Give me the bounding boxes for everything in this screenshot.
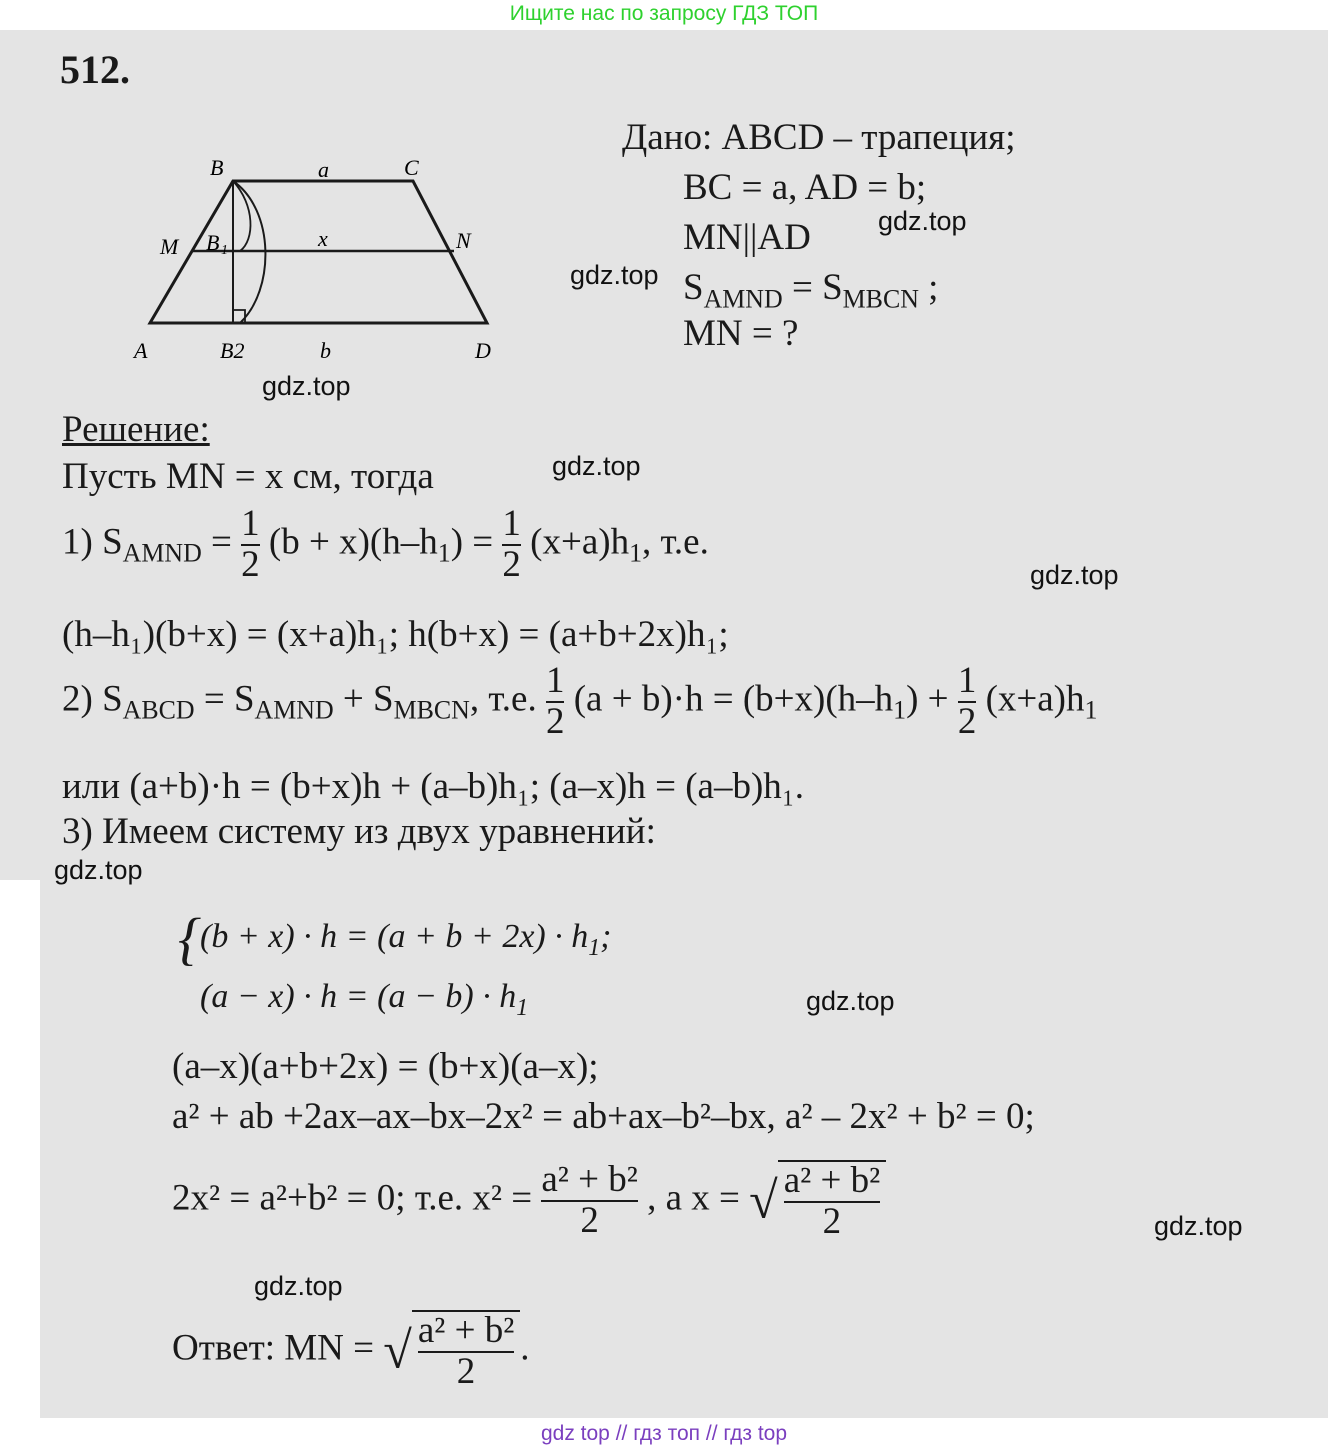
watermark: gdz.top (552, 451, 641, 481)
label-M: M (160, 234, 179, 259)
given-line-1: Дано: ABCD – трапеция; (622, 117, 1016, 158)
watermark: gdz.top (254, 1271, 343, 1301)
label-x: x (318, 226, 328, 251)
given-line-3: MN||AD (683, 217, 811, 258)
label-B: B (210, 155, 224, 180)
problem-number: 512. (60, 47, 130, 92)
fraction-half: $\frac{1}{2}$ (241, 503, 260, 585)
label-B1-sub: 1 (221, 243, 228, 258)
sqrt-fraction: $\frac{\text{a² + b²}}{2}$ (778, 1160, 886, 1242)
step-2-line-2: или (a+b)·h = (b+x)h + (a–b)h₁; (a–x)h = (a–b)h₁. (62, 766, 804, 807)
watermark: gdz.top (1030, 560, 1119, 590)
label-A: A (134, 338, 148, 363)
system-eq-2: $(a - x) \cdot h = (a - b) \cdot h_1$ (200, 978, 529, 1021)
watermark: gdz.top (806, 986, 895, 1016)
top-banner: Ищите нас по запросу ГДЗ ТОП (509, 2, 819, 25)
answer-fraction: $\frac{\text{a² + b²}}{2}$ (412, 1310, 520, 1392)
sqrt-sign: √ (383, 1322, 412, 1380)
small-arc-curve (233, 181, 250, 251)
given-line-4: $S_{AMND} = S_{MBCN}$ ; (683, 267, 939, 314)
bottom-banner: gdz top // гдз топ // гдз top (540, 1422, 788, 1445)
step-1-line-2: (h–h₁)(b+x) = (x+a)h₁; h(b+x) = (a+b+2x)h₁; (62, 614, 729, 655)
equation-2: a² + ab +2ax–ax–bx–2x² = ab+ax–b²–bx, a² – 2x² + b² = 0; (172, 1096, 1035, 1137)
step-3: 3) Имеем систему из двух уравнений: (62, 811, 656, 852)
label-D: D (475, 338, 491, 363)
fraction-half: $\frac{1}{2}$ (502, 503, 521, 585)
given-line-5: MN = ? (683, 313, 799, 354)
fraction-half: $\frac{1}{2}$ (957, 660, 977, 742)
label-B2: B2 (220, 338, 245, 363)
watermark: gdz.top (54, 855, 143, 885)
given-line-2: BC = a, AD = b; (683, 167, 927, 208)
fraction-a2-b2: $\frac{\text{a² + b²}}{2}$ (541, 1159, 638, 1241)
fraction-half: $\frac{1}{2}$ (545, 660, 565, 742)
watermark: gdz.top (1154, 1211, 1243, 1241)
watermark: gdz.top (262, 371, 351, 401)
scan-notch (0, 880, 40, 1418)
label-b: b (320, 338, 331, 363)
answer-line: Ответ: MN = √ $\frac{\text{a² + b²}}{2}$ . (172, 1310, 530, 1392)
sqrt-sign: √ (749, 1172, 778, 1230)
system-brace: { (178, 906, 202, 971)
equation-3: 2x² = a²+b² = 0; т.е. x² = $\frac{\text{a² + b²}}{2}$ , a x = √ $\frac{\text{a² + b²}}{2}$ (172, 1160, 886, 1242)
label-N: N (456, 228, 471, 253)
watermark: gdz.top (878, 206, 967, 236)
step-2-line-1: 2) $S_{ABCD} = S_{AMND} + S_{MBCN}$, т.е. $\frac{1}{2}$ $(a + b)\cdot h = (b+x)(h-h_1)$ + $\frac{1}{2}$ $(x+a)h_1$ (62, 660, 1098, 742)
label-B1: B (206, 230, 220, 255)
solution-intro: Пусть MN = x см, тогда (62, 456, 434, 497)
watermark: gdz.top (570, 260, 659, 290)
solution-heading: Решение: (62, 409, 210, 450)
system-eq-1: $(b + x) \cdot h = (a + b + 2x) \cdot h_1$; (200, 918, 612, 961)
trapezoid-figure (130, 150, 510, 370)
equation-1: (a–x)(a+b+2x) = (b+x)(a–x); (172, 1046, 599, 1087)
step-1-line-1: 1) $S_{AMND}$ = $\frac{1}{2}$ $(b + x)(h-h_1)$ = $\frac{1}{2}$ $(x+a)h_1$, т.е. (62, 503, 709, 585)
label-C: C (404, 155, 419, 180)
label-a: a (318, 157, 329, 182)
